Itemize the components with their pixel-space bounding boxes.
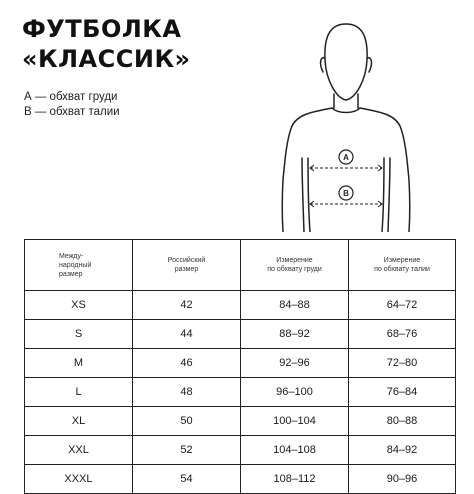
header-russian-size — [133, 240, 241, 291]
cell-russian-size: 50 — [133, 407, 241, 436]
legend-item-chest: А — обхват груди — [24, 91, 118, 103]
cell-waist: 64–72 — [349, 291, 456, 320]
marker-a-label: A — [343, 153, 349, 162]
cell-international-size: XS — [25, 291, 133, 320]
header-label: Измерение по обхвату талии — [374, 257, 430, 273]
cell-chest: 104–108 — [241, 436, 349, 465]
waist-measurement-line — [310, 201, 382, 207]
size-chart-table — [24, 239, 456, 494]
header-label: Российский размер — [167, 257, 206, 273]
table-row — [25, 349, 456, 378]
header-label: Между- народный размер — [59, 252, 92, 278]
table-header-row — [25, 240, 456, 291]
cell-international-size: XXXL — [25, 465, 133, 494]
collar-line — [332, 108, 360, 113]
torso-right-outline — [360, 108, 410, 232]
torso-left-outline — [282, 108, 332, 232]
cell-chest: 100–104 — [241, 407, 349, 436]
arm-left-inner — [302, 158, 304, 232]
cell-international-size: XXL — [25, 436, 133, 465]
table-row — [25, 465, 456, 494]
chest-measurement-line — [310, 165, 382, 171]
table-row — [25, 291, 456, 320]
title-line-2: «КЛАССИК» — [22, 45, 191, 73]
cell-russian-size: 54 — [133, 465, 241, 494]
header-waist-measurement — [349, 240, 456, 291]
cell-russian-size: 48 — [133, 378, 241, 407]
cell-waist: 84–92 — [349, 436, 456, 465]
cell-russian-size: 42 — [133, 291, 241, 320]
legend-item-waist: В — обхват талии — [24, 106, 120, 118]
cell-international-size: M — [25, 349, 133, 378]
header-international-size — [25, 240, 133, 291]
cell-international-size: S — [25, 320, 133, 349]
header-label: Измерение по обхвату груди — [267, 257, 322, 273]
cell-chest: 92–96 — [241, 349, 349, 378]
cell-international-size: L — [25, 378, 133, 407]
measurement-legend — [24, 90, 120, 120]
cell-russian-size: 52 — [133, 436, 241, 465]
title-line-1: ФУТБОЛКА — [22, 15, 182, 43]
cell-waist: 72–80 — [349, 349, 456, 378]
table-row — [25, 378, 456, 407]
product-title — [22, 14, 191, 74]
cell-russian-size: 46 — [133, 349, 241, 378]
cell-chest: 88–92 — [241, 320, 349, 349]
head-outline — [325, 24, 367, 100]
cell-waist: 68–76 — [349, 320, 456, 349]
marker-b-label: B — [343, 189, 349, 198]
arm-right-inner — [388, 158, 390, 232]
cell-international-size: XL — [25, 407, 133, 436]
body-outline-illustration — [246, 8, 446, 232]
cell-waist: 80–88 — [349, 407, 456, 436]
cell-russian-size: 44 — [133, 320, 241, 349]
cell-waist: 76–84 — [349, 378, 456, 407]
cell-chest: 96–100 — [241, 378, 349, 407]
header-chest-measurement — [241, 240, 349, 291]
body-left-side — [308, 158, 310, 232]
body-right-side — [382, 158, 384, 232]
cell-waist: 90–96 — [349, 465, 456, 494]
table-row — [25, 320, 456, 349]
cell-chest: 108–112 — [241, 465, 349, 494]
cell-chest: 84–88 — [241, 291, 349, 320]
table-row — [25, 407, 456, 436]
table-row — [25, 436, 456, 465]
